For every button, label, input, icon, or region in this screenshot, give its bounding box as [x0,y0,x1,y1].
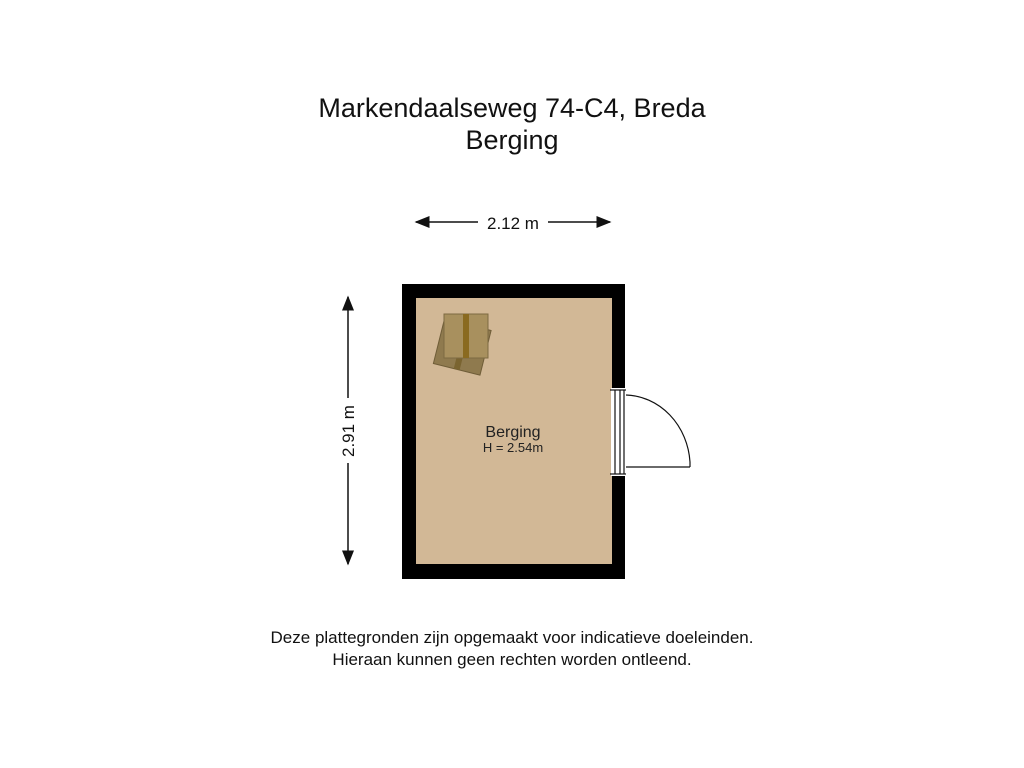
disclaimer-line-1: Deze plattegronden zijn opgemaakt voor indicatieve doeleinden. [270,628,754,647]
height-dimension [339,297,358,564]
floor-name-title: Berging [465,125,559,155]
width-dimension [416,214,610,233]
disclaimer-line-2: Hieraan kunnen geen rechten worden ontleend. [332,650,692,669]
width-dimension-label: 2.12 m [487,214,539,233]
disclaimer [0,627,1024,671]
address-title: Markendaalseweg 74-C4, Breda [318,93,706,123]
room-height-label: H = 2.54m [482,440,544,455]
height-dimension-label: 2.91 m [339,405,358,457]
door-swing-arc [626,395,690,462]
room-name-label: Berging [485,424,541,441]
